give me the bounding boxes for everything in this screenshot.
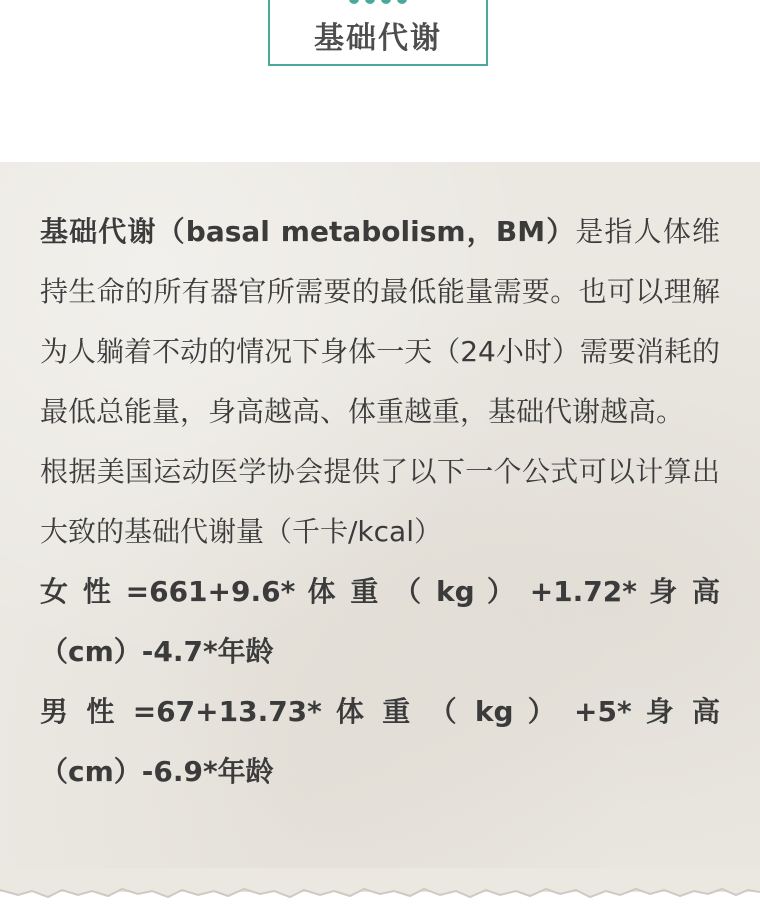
dot [349,0,359,4]
torn-paper-edge [0,868,760,924]
section-title-box [268,0,488,66]
section-title: 基础代谢 [314,21,442,56]
formula-intro: 根据美国运动医学协会提供了以下一个公式可以计算出大致的基础代谢量（千卡/kcal） [40,455,720,548]
dot [397,0,407,4]
intro-term: 基础代谢（basal metabolism，BM） [40,215,576,248]
female-formula: 女 性 =661+9.6* 体 重 （ kg ） +1.72* 身 高（cm）-4.7*年龄 [40,575,720,668]
male-formula: 男 性 =67+13.73* 体 重 （ kg ） +5* 身 高（cm）-6.9*年龄 [40,695,720,788]
article-body [40,202,720,802]
decorative-dots [349,0,407,4]
dot [381,0,391,4]
dot [365,0,375,4]
intro-paragraph [40,202,720,442]
intro-definition: 是指人体维持生命的所有器官所需要的最低能量需要。也可以理解为人躺着不动的情况下身体一天（24小时）需要消耗的最低总能量，身高越高、体重越重，基础代谢越高。 [40,215,720,428]
